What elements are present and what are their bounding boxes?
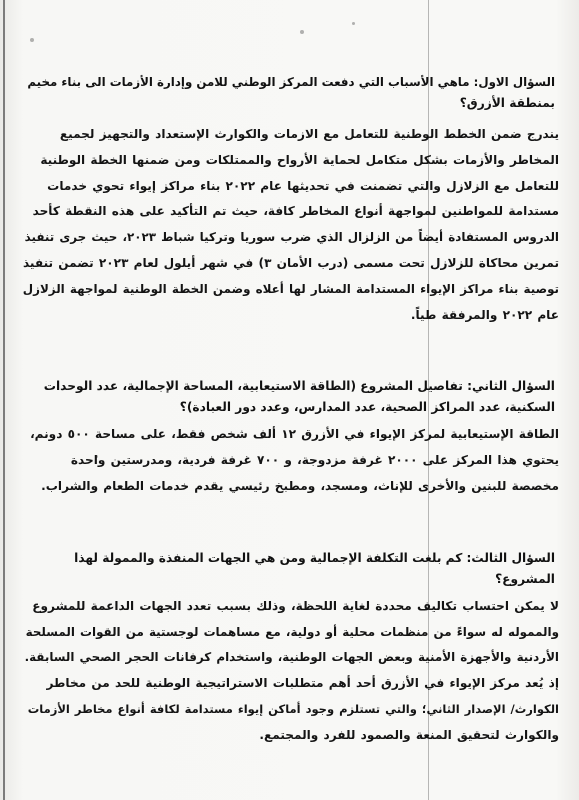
answer-1-line: يندرج ضمن الخطط الوطنية للتعامل مع الازمات والكوارث الإستعداد والتجهيز لجميع (59, 127, 559, 141)
answer-3 (22, 594, 559, 749)
question-1 (22, 72, 555, 114)
scan-speck (30, 38, 34, 42)
page-edge-shadow (3, 0, 5, 800)
question-2 (22, 376, 555, 418)
question-2-line: السؤال الثاني: تفاصيل المشروع (الطاقة الاستيعابية، المساحة الإجمالية، عدد الوحدات (43, 379, 555, 394)
answer-3-line: والمموله له سواءً من منظمات محلية أو دولية، مع مساهمات لوجستية من القوات المسلحة (25, 624, 559, 639)
answer-1-line: المخاطر والأزمات بشكل متكامل لحماية الأرواح والممتلكات ومن ضمنها الخطة الوطنية (40, 152, 559, 167)
answer-3-line: إذ يُعد مركز الإيواء في الأزرق أحد أهم متطلبات الاستراتيجية الوطنية للحد من مخاطر (46, 676, 559, 691)
answer-1-line: توصية بناء مراكز الإيواء المستدامة المشار لها أعلاه وضمن الخطة الوطنية لمواجهة الزلازل (22, 281, 559, 296)
scan-speck (300, 30, 304, 34)
answer-3-line: لا يمكن احتساب تكاليف محددة لغاية اللحظة، وذلك بسبب تعدد الجهات الداعمة للمشروع (32, 598, 559, 613)
question-3 (22, 548, 555, 590)
answer-3-line: والكوارث لتحقيق المنعة والصمود للفرد والمجتمع. (259, 727, 559, 742)
answer-1 (22, 122, 559, 328)
answer-2-line: يحتوي هذا المركز على ٢٠٠٠ غرفة مزدوجة، و ٧٠٠ غرفة فردية، ومدرستين واحدة (70, 453, 559, 468)
answer-1-line: الدروس المستفادة أيضاً من الزلزال الذي ضرب سوريا وتركيا شباط ٢٠٢٣، حيث جرى تنفيذ (24, 230, 559, 245)
question-3-line: السؤال الثالث: كم بلغت التكلفة الإجمالية ومن هي الجهات المنفذة والممولة لهذا (74, 550, 555, 565)
question-1-line: بمنطقة الأزرق؟ (459, 96, 555, 110)
answer-3-line: الكوارث/ الإصدار الثاني؛ والتي تستلزم وجود أماكن إيواء مستدامة لكافة أنواع مخاطر الأزمات (27, 701, 559, 716)
question-3-line: المشروع؟ (495, 571, 555, 586)
answer-1-line: تمرين محاكاة للزلازل تحت مسمى (درب الأمان ٣) في شهر أيلول لعام ٢٠٢٣ تضمن تنفيذ (22, 255, 559, 270)
answer-3-line: الأردنية والأجهزة الأمنية وبعض الجهات الوطنية، واستخدام كرفانات الحجر الصحي السابقة. (24, 650, 559, 665)
question-1-line: السؤال الاول: ماهي الأسباب التي دفعت المركز الوطني للامن وإدارة الأزمات الى بناء مخيم (27, 75, 555, 89)
document-body (22, 72, 559, 749)
answer-1-line: للتعامل مع الزلازل والتي تضمنت في تحديثها عام ٢٠٢٢ بناء مراكز إيواء تحوي خدمات (47, 178, 559, 193)
answer-1-line: مستدامة للمواطنين لمواجهة أنواع المخاطر كافة، حيث تم التأكيد على هذه النقطة كأحد (32, 204, 559, 219)
answer-2-line: مخصصة للبنين والأخرى للإناث، ومسجد، ومطبخ رئيسي يقدم خدمات الطعام والشراب. (41, 478, 559, 493)
scan-speck (352, 22, 355, 25)
answer-2 (22, 422, 559, 499)
question-2-line: السكنية، عدد المراكز الصحية، عدد المدارس، وعدد دور العبادة)؟ (179, 400, 555, 415)
answer-1-line: عام ٢٠٢٢ والمرفقة طياً. (410, 307, 559, 322)
answer-2-line: الطاقة الإستيعابية لمركز الإيواء في الأزرق ١٢ ألف شخص فقط، على مساحة ٥٠٠ دونم، (30, 427, 559, 442)
